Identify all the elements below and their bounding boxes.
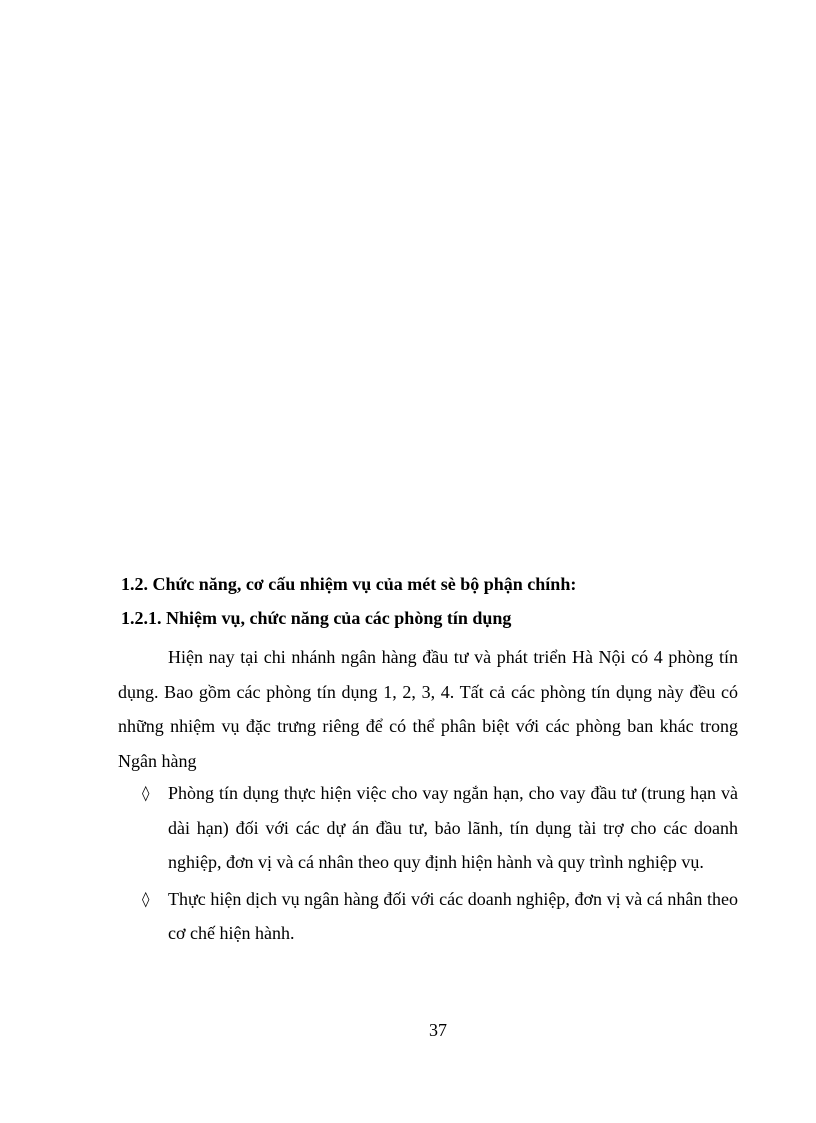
list-item (140, 776, 738, 880)
subsection-heading: 1.2.1. Nhiệm vụ, chức năng của các phòng tín dụng (121, 608, 512, 628)
list-item (140, 882, 738, 951)
list-item-text: Thực hiện dịch vụ ngân hàng đối với các doanh nghiệp, đơn vị và cá nhân theo cơ chế hiện hành. (168, 888, 738, 943)
list-item-text: Phòng tín dụng thực hiện việc cho vay ngắn hạn, cho vay đầu tư (trung hạn và dài hạn) đối với các dự án đầu tư, bảo lãnh, tín dụng tài trợ cho các doanh nghiệp, đơn vị và cá nhân theo quy định hiện hành và quy trình nghiệp vụ. (168, 783, 738, 872)
diamond-bullet-icon: ◊ (142, 889, 150, 908)
bullet-list (140, 776, 738, 951)
section-heading: 1.2. Chức năng, cơ cấu nhiệm vụ của mét sè bộ phận chính: (121, 574, 577, 594)
diamond-bullet-icon: ◊ (142, 784, 150, 802)
body-paragraph: Hiện nay tại chi nhánh ngân hàng đầu tư và phát triển Hà Nội có 4 phòng tín dụng. Bao gồm các phòng tín dụng 1, 2, 3, 4. Tất cả các phòng tín dụng này đều có những nhiệm vụ đặc trưng riêng để có thể phân biệt với các phòng ban khác trong Ngân hàng (118, 647, 738, 771)
page-number: 37 (429, 1020, 447, 1040)
